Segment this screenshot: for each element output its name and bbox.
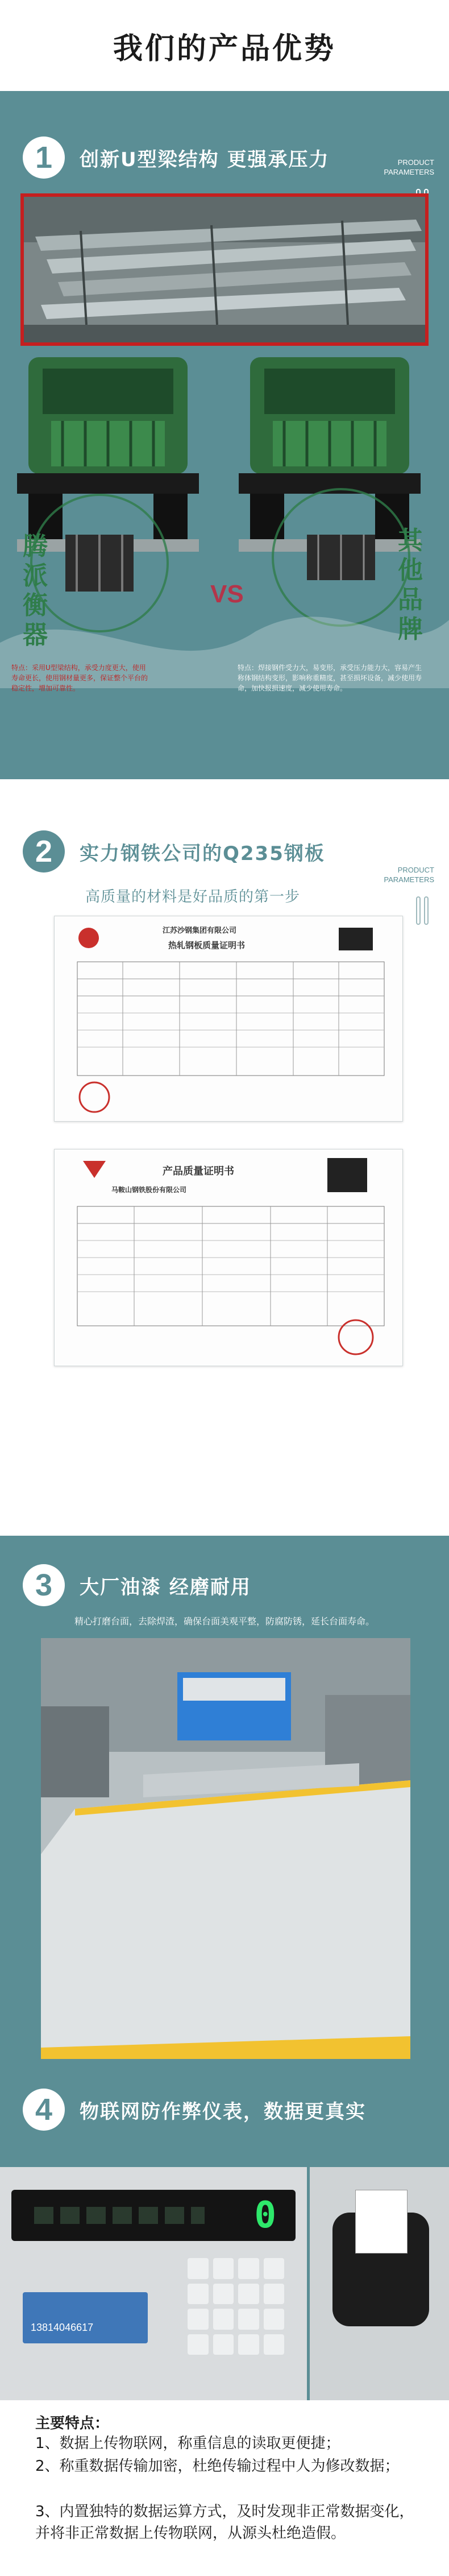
certificate-1-company: 江苏沙钢集团有限公司 — [163, 927, 237, 935]
keypad-key[interactable] — [213, 2284, 234, 2305]
side-bars-icon-2 — [416, 896, 429, 925]
certificate-1-title: 热轧钢板质量证明书 — [168, 940, 246, 950]
page-title: 我们的产品优势 — [113, 31, 336, 66]
keypad — [188, 2258, 284, 2355]
keypad-key[interactable] — [213, 2258, 234, 2279]
keypad-key[interactable] — [264, 2258, 285, 2279]
section-1-number: 1 — [23, 137, 65, 179]
truck-comparison-illustration — [0, 347, 449, 688]
title-band — [0, 0, 449, 91]
contact-phone: 13814046617 — [31, 2322, 94, 2333]
section-1-heading: 创新U型梁结构 更强承压力 — [80, 148, 330, 171]
key-point-3: 3、内置独特的数据运算方式，及时发现非正常数据变化，并将非正常数据上传物联网，从源头杜绝造假。 — [35, 2503, 414, 2542]
keypad-key[interactable] — [188, 2309, 209, 2330]
display-digits-icon — [34, 2207, 205, 2224]
section-3-subheading: 精心打磨台面，去除焊渣，确保台面美观平整，防腐防锈，延长台面寿命。 — [74, 1616, 375, 1627]
left-note: 特点：采用U型梁结构，承受力度更大，使用寿命更长，使用钢材量更多，保证整个平台的稳定性，增加可靠性。 — [11, 664, 148, 692]
weighing-indicator-device — [0, 2167, 307, 2400]
u-beam-photo — [20, 193, 429, 346]
certificate-2-title: 产品质量证明书 — [163, 1165, 234, 1177]
keypad-key[interactable] — [188, 2258, 209, 2279]
section-2-header — [0, 779, 449, 873]
certificate-2-company: 马鞍山钢铁股份有限公司 — [111, 1186, 187, 1194]
key-point-1: 1、数据上传物联网，称重信息的读取更便捷； — [35, 2435, 340, 2452]
keypad-key[interactable] — [264, 2309, 285, 2330]
workshop-photo — [41, 1638, 410, 2059]
keypad-key[interactable] — [238, 2284, 259, 2305]
certificate-1 — [54, 916, 403, 1122]
section-3-number: 3 — [23, 1564, 65, 1606]
section-4-header — [0, 2089, 389, 2131]
steel-beam-illustration — [24, 197, 425, 342]
right-note: 特点：焊接钢件受力大，易变形，承受压力能力大，容易产生称体钢结构变形，影响称重精度，甚至损坏设备，减少使用寿命，加快报损速度，减少使用寿命。 — [238, 664, 422, 692]
left-brand-label: 腾派衡器 — [23, 532, 48, 650]
display-value: 0 — [254, 2194, 276, 2236]
key-point-2: 2、称重数据传输加密，杜绝传输过程中人为修改数据； — [35, 2458, 400, 2475]
printer-photo — [310, 2167, 449, 2400]
keypad-key[interactable] — [264, 2334, 285, 2355]
vs-label: VS — [210, 580, 244, 608]
section-3-header — [0, 1536, 449, 1606]
section-3-heading: 大厂油漆 经磨耐用 — [80, 1576, 251, 1599]
section-1-header — [0, 91, 449, 179]
keypad-key[interactable] — [238, 2334, 259, 2355]
section-2-subheading: 高质量的材料是好品质的第一步 — [85, 888, 301, 905]
keypad-key[interactable] — [264, 2284, 285, 2305]
side-tag-1: PRODUCT PARAMETERS — [384, 158, 434, 176]
keypad-key[interactable] — [238, 2258, 259, 2279]
certificate-2 — [54, 1149, 403, 1366]
keypad-key[interactable] — [213, 2309, 234, 2330]
side-tag-2: PRODUCT PARAMETERS — [384, 866, 434, 884]
brand-panel — [23, 2292, 148, 2343]
section-4-heading: 物联网防作弊仪表，数据更真实 — [80, 2100, 366, 2123]
keypad-key[interactable] — [188, 2284, 209, 2305]
keypad-key[interactable] — [188, 2334, 209, 2355]
section-2-heading: 实力钢铁公司的Q235钢板 — [80, 842, 325, 865]
certificate-2-table — [55, 1150, 402, 1366]
indicator-display — [11, 2190, 296, 2241]
section-2-number: 2 — [23, 830, 65, 873]
section-4-number: 4 — [23, 2089, 65, 2131]
beam-detail-right-icon — [273, 489, 409, 626]
truck-right-icon — [239, 357, 421, 552]
key-points-title: 主要特点： — [35, 2415, 110, 2432]
right-brand-label: 其他品牌 — [398, 526, 423, 644]
keypad-key[interactable] — [238, 2309, 259, 2330]
receipt-paper — [355, 2190, 408, 2254]
painted-platform-illustration — [41, 1638, 410, 2059]
keypad-key[interactable] — [213, 2334, 234, 2355]
